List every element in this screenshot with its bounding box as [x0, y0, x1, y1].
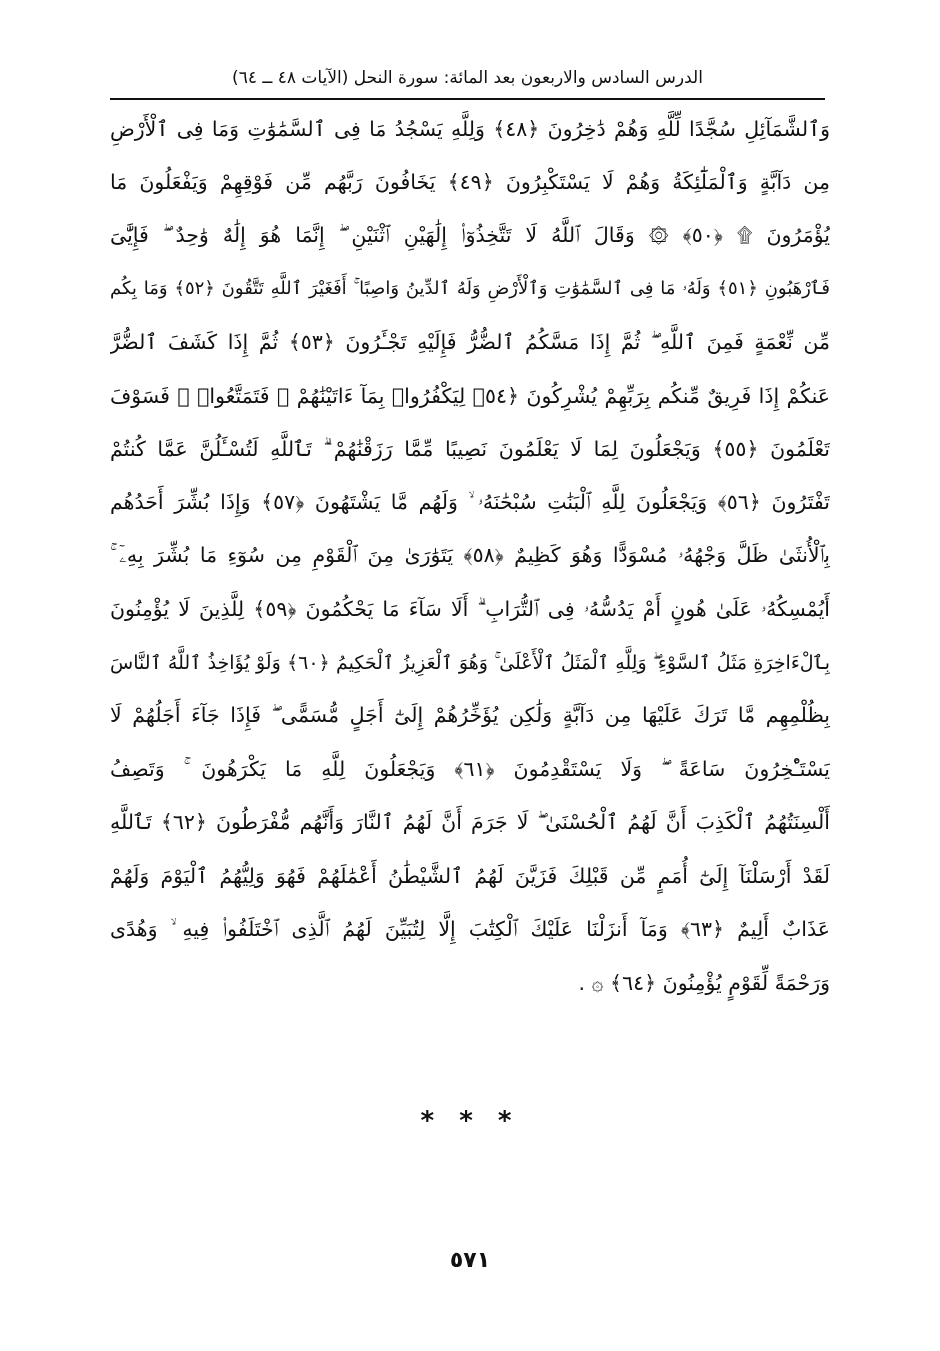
page-header [110, 58, 825, 100]
verse-line [110, 422, 830, 475]
verse-line-text: أَيُمْسِكُهُۥ عَلَىٰ هُونٍ أَمْ يَدُسُّهُۥ فِى ٱلتُّرَابِ ۗ أَلَا سَآءَ مَا يَحْكُمُونَ ﴿٥٩﴾ لِلَّذِينَ لَا يُؤْمِنُونَ [110, 596, 830, 621]
verse-line [110, 743, 830, 796]
header-title: الدرس السادس والاربعون بعد المائة: سورة النحل (الآيات ٤٨ ــ ٦٤) [232, 68, 703, 88]
section-separator: * * * [420, 1106, 520, 1136]
verse-line-text: بِٱلْأُنثَىٰ ظَلَّ وَجْهُهُۥ مُسْوَدًّا وَهُوَ كَظِيمٌ ﴿٥٨﴾ يَتَوَٰرَىٰ مِنَ ٱلْقَوْمِ مِن سُوٓءِ مَا بُشِّرَ بِهِۦٓ ۚ [110, 543, 830, 568]
page-number: ٥٧١ [449, 1248, 491, 1273]
verse-line-text: وَٱلشَّمَآئِلِ سُجَّدًا لِّلَّهِ وَهُمْ دَٰخِرُونَ ﴿٤٨﴾ وَلِلَّهِ يَسْجُدُ مَا فِى ٱلسَّمَٰوَٰتِ وَمَا فِى ٱلْأَرْضِ [110, 116, 830, 141]
verse-line [110, 796, 830, 849]
verse-line-text: مِّن نِّعْمَةٍ فَمِنَ ٱللَّهِ ۖ ثُمَّ إِذَا مَسَّكُمُ ٱلضُّرُّ فَإِلَيْهِ تَجْـَٔرُونَ ﴿٥٣﴾ ثُمَّ إِذَا كَشَفَ ٱلضُّرَّ [110, 329, 830, 354]
verse-line [110, 262, 830, 315]
verse-line [110, 903, 830, 956]
verse-block [110, 102, 830, 1010]
verse-line-text: عَنكُمْ إِذَا فَرِيقٌ مِّنكُم بِرَبِّهِمْ يُشْرِكُونَ ﴿٥٤﴾ لِيَكْفُرُوا۟ بِمَآ ءَاتَيْنَٰهُمْ ۚ فَتَمَتَّعُوا۟ ۖ فَسَوْفَ [110, 383, 830, 408]
verse-line [110, 689, 830, 742]
verse-line [110, 316, 830, 369]
verse-line-text: عَذَابٌ أَلِيمٌ ﴿٦٣﴾ وَمَآ أَنزَلْنَا عَلَيْكَ ٱلْكِتَٰبَ إِلَّا لِتُبَيِّنَ لَهُمُ ٱلَّذِى ٱخْتَلَفُوا۟ فِيهِ ۙ وَهُدًى [110, 917, 830, 942]
verse-line-text: مِن دَآبَّةٍ وَٱلْمَلَٰٓئِكَةُ وَهُمْ لَا يَسْتَكْبِرُونَ ﴿٤٩﴾ يَخَافُونَ رَبَّهُم مِّن فَوْقِهِمْ وَيَفْعَلُونَ مَا [110, 170, 830, 195]
verse-line-text: أَلْسِنَتُهُمُ ٱلْكَذِبَ أَنَّ لَهُمُ ٱلْحُسْنَىٰ ۖ لَا جَرَمَ أَنَّ لَهُمُ ٱلنَّارَ وَأَنَّهُم مُّفْرَطُونَ ﴿٦٢﴾ تَٱللَّهِ [110, 810, 830, 835]
verse-line [110, 369, 830, 422]
verse-line-text: فَٱرْهَبُونِ ﴿٥١﴾ وَلَهُۥ مَا فِى ٱلسَّمَٰوَٰتِ وَٱلْأَرْضِ وَلَهُ ٱلدِّينُ وَاصِبًا ۚ أَفَغَيْرَ ٱللَّهِ تَتَّقُونَ ﴿٥٢﴾ وَمَا بِكُم [110, 278, 830, 300]
verse-line [110, 155, 830, 208]
verse-line-text: تَعْلَمُونَ ﴿٥٥﴾ وَيَجْعَلُونَ لِمَا لَا يَعْلَمُونَ نَصِيبًا مِّمَّا رَزَقْنَٰهُمْ ۗ تَٱللَّهِ لَتُسْـَٔلُنَّ عَمَّا كُنتُمْ [110, 436, 830, 461]
verse-line [110, 849, 830, 902]
verse-line [110, 102, 830, 155]
verse-line-text: وَرَحْمَةً لِّقَوْمٍ يُؤْمِنُونَ ﴿٦٤﴾ ۞ . [578, 970, 830, 995]
verse-line [110, 956, 830, 1009]
verse-line [110, 529, 830, 582]
verse-line [110, 583, 830, 636]
verse-line-text: لَقَدْ أَرْسَلْنَآ إِلَىٰٓ أُمَمٍ مِّن قَبْلِكَ فَزَيَّنَ لَهُمُ ٱلشَّيْطَٰنُ أَعْمَٰلَهُمْ فَهُوَ وَلِيُّهُمُ ٱلْيَوْمَ وَلَهُمْ [110, 864, 830, 889]
verse-line-text: يَسْتَـْٔخِرُونَ سَاعَةً ۖ وَلَا يَسْتَقْدِمُونَ ﴿٦١﴾ وَيَجْعَلُونَ لِلَّهِ مَا يَكْرَهُونَ ۚ وَتَصِفُ [110, 756, 830, 781]
verse-line-text: بِٱلْءَاخِرَةِ مَثَلُ ٱلسَّوْءِ ۖ وَلِلَّهِ ٱلْمَثَلُ ٱلْأَعْلَىٰ ۚ وَهُوَ ٱلْعَزِيزُ ٱلْحَكِيمُ ﴿٦٠﴾ وَلَوْ يُؤَاخِذُ ٱللَّهُ ٱلنَّاسَ [110, 651, 830, 674]
verse-line-text: يُؤْمَرُونَ ۩ ﴿٥٠﴾ ۞ وَقَالَ ٱللَّهُ لَا تَتَّخِذُوٓا۟ إِلَٰهَيْنِ ٱثْنَيْنِ ۖ إِنَّمَا هُوَ إِلَٰهٌ وَٰحِدٌ ۖ فَإِيَّٰىَ [110, 222, 830, 247]
verse-line [110, 476, 830, 529]
verse-line [110, 209, 830, 262]
verse-line-text: بِظُلْمِهِم مَّا تَرَكَ عَلَيْهَا مِن دَآبَّةٍ وَلَٰكِن يُؤَخِّرُهُمْ إِلَىٰٓ أَجَلٍ مُّسَمًّى ۖ فَإِذَا جَآءَ أَجَلُهُمْ لَا [110, 703, 830, 728]
verse-line [110, 636, 830, 689]
verse-line-text: تَفْتَرُونَ ﴿٥٦﴾ وَيَجْعَلُونَ لِلَّهِ ٱلْبَنَٰتِ سُبْحَٰنَهُۥ ۙ وَلَهُم مَّا يَشْتَهُونَ ﴿٥٧﴾ وَإِذَا بُشِّرَ أَحَدُهُم [110, 489, 830, 514]
